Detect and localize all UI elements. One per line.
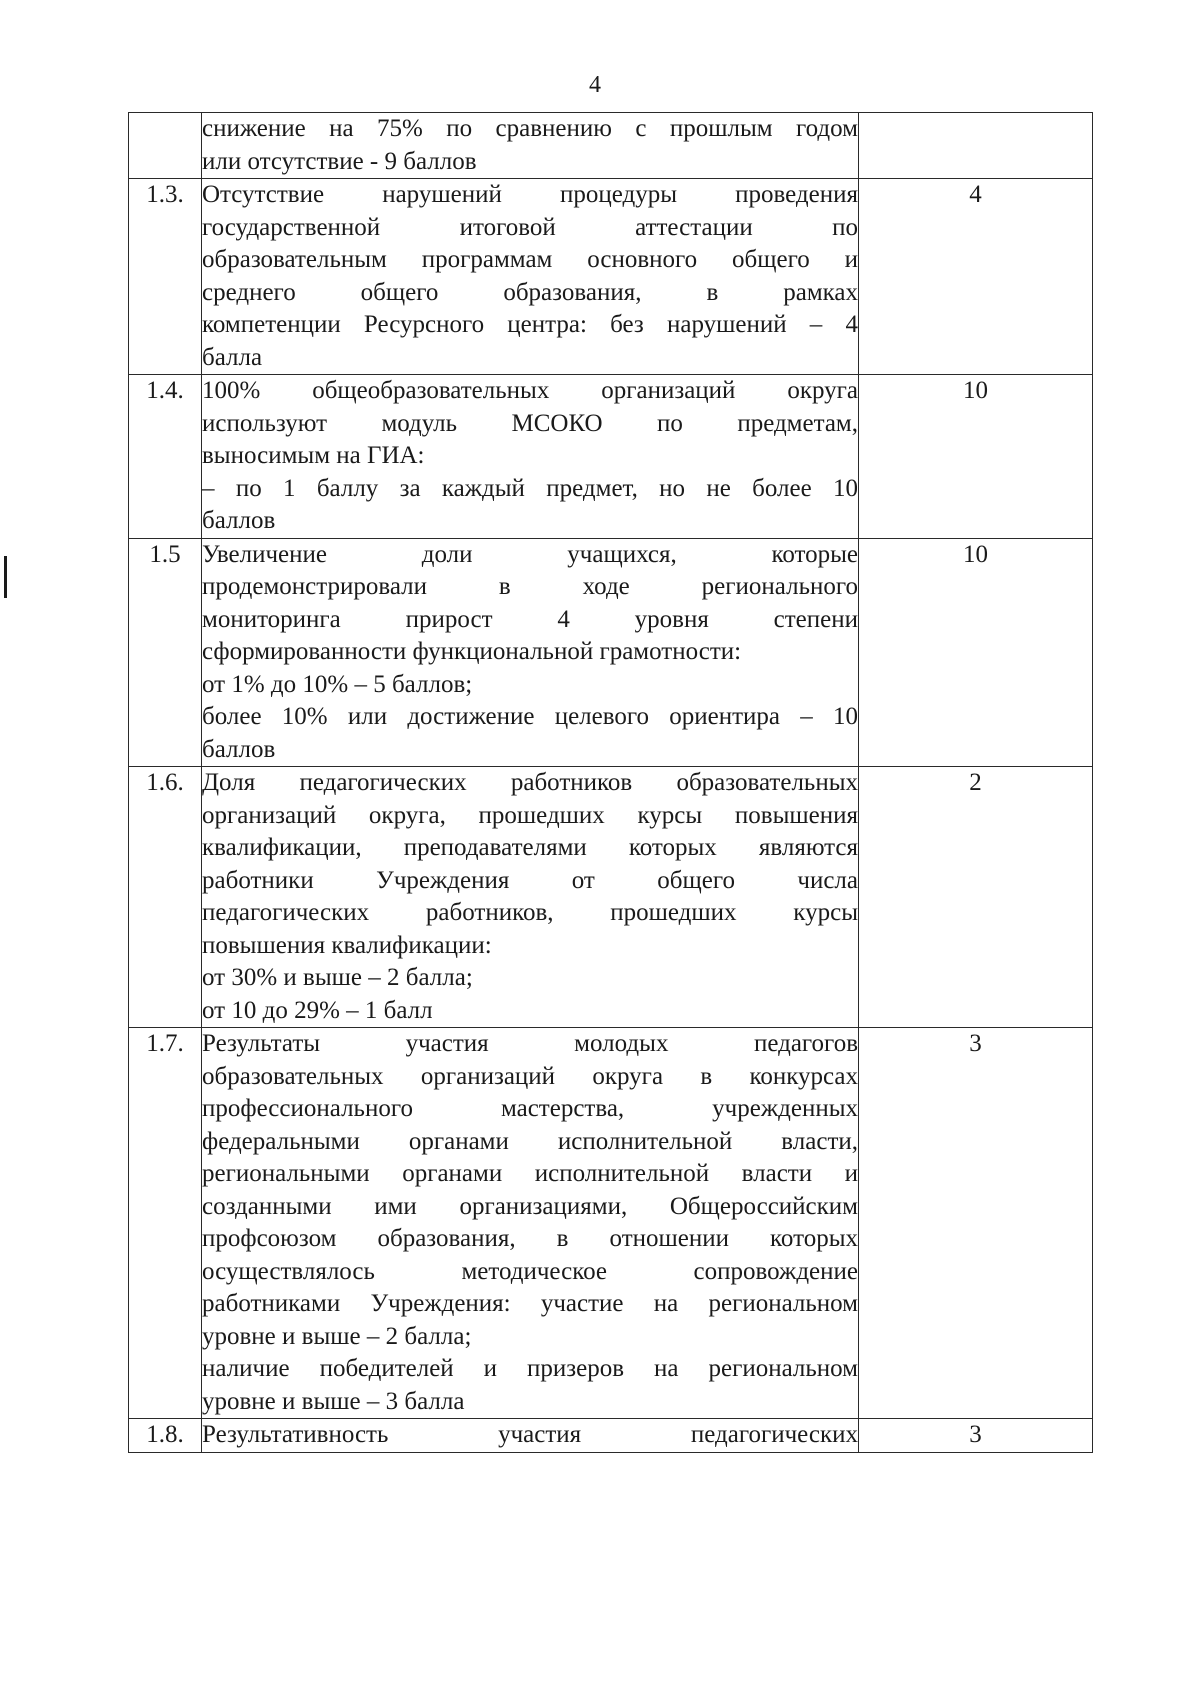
max-score [859, 113, 1093, 179]
table-row [129, 1419, 1093, 1453]
criterion-text-line: от 1% до 10% – 5 баллов; [202, 670, 473, 698]
item-number: 1.3. [129, 179, 202, 375]
table-row [129, 1028, 1093, 1419]
criterion-description [202, 179, 859, 375]
criterion-text-line: компетенции Ресурсного центра: без нарушений – 4 [202, 311, 858, 338]
page-number: 4 [589, 72, 601, 98]
criterion-text-line: государственной итоговой аттестации по [202, 213, 858, 241]
criterion-text-line: уровне и выше – 3 балла [202, 1387, 465, 1415]
criterion-description [202, 538, 859, 767]
criterion-text-line: педагогических работников, прошедших курсы [202, 899, 858, 926]
criteria-table [128, 112, 1093, 1453]
criterion-text-line: выносимым на ГИА: [202, 442, 425, 469]
criterion-description [202, 375, 859, 539]
item-number: 1.8. [129, 1419, 202, 1453]
criterion-text-line: созданными ими организациями, Общероссийским [202, 1192, 858, 1220]
max-score: 10 [859, 375, 1093, 539]
criterion-text-line: от 30% и выше – 2 балла; [202, 964, 473, 991]
criteria-table-body [129, 113, 1093, 1453]
criterion-text-line: работниками Учреждения: участие на региональном [202, 1290, 858, 1317]
item-number: 1.4. [129, 375, 202, 539]
criterion-text-line: организаций округа, прошедших курсы повышения [202, 801, 858, 829]
item-number [129, 113, 202, 179]
criterion-text-line: профессионального мастерства, учрежденных [202, 1095, 858, 1122]
criterion-text-line: мониторинга прирост 4 уровня степени [202, 605, 858, 633]
criterion-text-line: – по 1 баллу за каждый предмет, но не более 10 [202, 474, 858, 502]
max-score: 3 [859, 1028, 1093, 1419]
table-row [129, 179, 1093, 375]
criterion-text-line: уровне и выше – 2 балла; [202, 1322, 472, 1350]
criterion-text-line: региональными органами исполнительной власти и [202, 1160, 858, 1187]
criterion-text-line: Отсутствие нарушений процедуры проведения [202, 181, 858, 208]
criterion-text-line: Увеличение доли учащихся, которые [202, 540, 858, 568]
table-row [129, 375, 1093, 539]
max-score: 2 [859, 767, 1093, 1028]
table-row [129, 538, 1093, 767]
criterion-text-line: или отсутствие - 9 баллов [202, 147, 477, 175]
item-number: 1.5 [129, 538, 202, 767]
criterion-description [202, 767, 859, 1028]
criterion-text-line: повышения квалификации: [202, 931, 492, 959]
max-score: 3 [859, 1419, 1093, 1453]
criterion-text-line: квалификации, преподавателями которых являются [202, 834, 858, 861]
criterion-text-line: продемонстрировали в ходе регионального [202, 573, 858, 600]
criterion-description [202, 1419, 859, 1453]
criterion-text-line: образовательным программам основного общего и [202, 246, 858, 273]
criterion-text-line: Результаты участия молодых педагогов [202, 1030, 858, 1057]
criterion-text-line: Доля педагогических работников образовательных [202, 769, 858, 796]
item-number: 1.7. [129, 1028, 202, 1419]
criterion-text-line: образовательных организаций округа в конкурсах [202, 1062, 858, 1090]
criterion-text-line: профсоюзом образования, в отношении которых [202, 1225, 858, 1252]
criterion-text-line: федеральными органами исполнительной власти, [202, 1127, 858, 1155]
criterion-text-line: Результативность участия педагогических [202, 1421, 858, 1448]
criterion-text-line: сформированности функциональной грамотности: [202, 638, 742, 665]
table-row [129, 767, 1093, 1028]
item-number: 1.6. [129, 767, 202, 1028]
criterion-text-line: 100% общеобразовательных организаций округа [202, 377, 858, 404]
criterion-text-line: снижение на 75% по сравнению с прошлым годом [202, 115, 858, 142]
criterion-text-line: более 10% или достижение целевого ориентира – 10 [202, 703, 858, 730]
max-score: 10 [859, 538, 1093, 767]
max-score: 4 [859, 179, 1093, 375]
criterion-text-line: среднего общего образования, в рамках [202, 278, 858, 306]
margin-mark [4, 556, 7, 598]
criterion-text-line: баллов [202, 735, 276, 763]
criterion-text-line: используют модуль МСОКО по предметам, [202, 409, 858, 437]
criterion-text-line: работники Учреждения от общего числа [202, 866, 858, 894]
criterion-text-line: баллов [202, 507, 276, 534]
criterion-text-line: от 10 до 29% – 1 балл [202, 996, 433, 1024]
table-row [129, 113, 1093, 179]
criterion-description [202, 1028, 859, 1419]
criterion-text-line: наличие победителей и призеров на региональном [202, 1355, 858, 1382]
criterion-text-line: балла [202, 343, 263, 371]
criterion-description [202, 113, 859, 179]
criterion-text-line: осуществлялось методическое сопровождение [202, 1257, 858, 1285]
